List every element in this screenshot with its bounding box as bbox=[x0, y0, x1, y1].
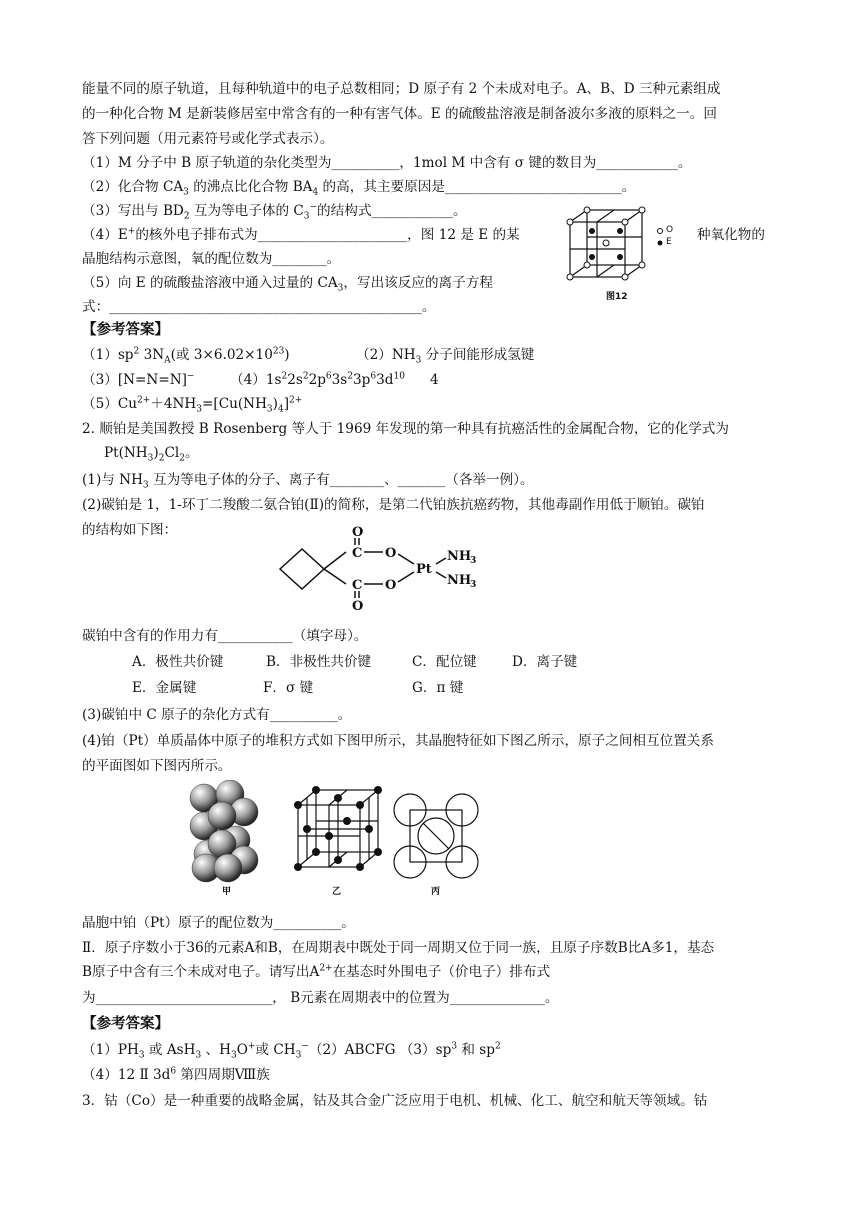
text-seg: 互为等电子体的分子、离子有________、_______（各举一例）。 bbox=[148, 472, 534, 488]
text-seg: 3p bbox=[353, 372, 371, 388]
question-1-2 bbox=[82, 177, 635, 197]
label-o: O bbox=[352, 525, 364, 540]
question-2-2-prompt: 碳铂中含有的作用力有___________（填字母）。 bbox=[82, 628, 368, 644]
superscript: 2 bbox=[302, 371, 309, 382]
platinum-figures bbox=[186, 780, 486, 898]
superscript: − bbox=[301, 1041, 309, 1052]
subscript: 3 bbox=[142, 480, 149, 491]
label-pt: Pt bbox=[416, 562, 432, 577]
question-3: 3．钴（Co）是一种重要的战略金属，钴及其合金广泛应用于电机、机械、化工、航空和航天等领域。钴 bbox=[82, 1093, 708, 1109]
text-seg: （4）E bbox=[82, 227, 128, 243]
label-bing: 丙 bbox=[431, 887, 441, 897]
answer-line bbox=[230, 370, 405, 390]
superscript: 6 bbox=[325, 371, 332, 382]
superscript: 2 bbox=[347, 371, 354, 382]
subscript: 3 bbox=[337, 283, 344, 294]
subscript: A bbox=[164, 355, 171, 366]
superscript: 10 bbox=[393, 371, 405, 382]
superscript: 2 bbox=[133, 346, 140, 357]
superscript: − bbox=[309, 202, 318, 213]
option-c: C．配位键 bbox=[412, 654, 477, 670]
superscript: 2+ bbox=[137, 395, 151, 406]
text-seg: (1)与 NH bbox=[82, 472, 143, 488]
text-seg: 、H bbox=[201, 1042, 231, 1058]
superscript: 2 bbox=[494, 1041, 501, 1052]
answer-line: 4 bbox=[430, 372, 439, 388]
subscript: 4 bbox=[312, 187, 319, 198]
subscript: 3 bbox=[266, 404, 273, 415]
text-seg: 种氧化物的 bbox=[697, 227, 765, 243]
subscript: 3 bbox=[195, 1050, 202, 1061]
text-seg: 或 CH bbox=[255, 1042, 296, 1058]
superscript: − bbox=[186, 371, 195, 382]
text-seg: ＋4NH bbox=[150, 396, 197, 412]
text-seg: （1）sp bbox=[82, 347, 134, 363]
answer-heading: 【参考答案】 bbox=[82, 1016, 169, 1032]
subscript: 3 bbox=[138, 1050, 145, 1061]
superscript: + bbox=[127, 226, 136, 237]
text-seg: ) bbox=[153, 445, 159, 461]
packing-svg bbox=[186, 780, 486, 898]
subscript: 2 bbox=[158, 453, 165, 464]
answer-line bbox=[356, 345, 534, 365]
superscript: 23 bbox=[272, 346, 285, 357]
text-seg: （3）[N=N=N] bbox=[82, 372, 187, 388]
label-sub3: 3 bbox=[470, 556, 477, 566]
text-seg: （4）1s bbox=[230, 372, 282, 388]
label-yi: 乙 bbox=[332, 887, 342, 897]
label-jia: 甲 bbox=[222, 887, 232, 897]
question-1-5 bbox=[82, 273, 493, 293]
question-2-5: 晶胞中铂（Pt）原子的配位数为__________。 bbox=[82, 915, 355, 931]
text-seg: O bbox=[236, 1042, 248, 1058]
text-line: 晶胞结构示意图，氧的配位数为________。 bbox=[82, 251, 341, 267]
text-seg: （1）PH bbox=[82, 1042, 139, 1058]
crystal-cell-svg bbox=[562, 205, 697, 305]
sphere-packing bbox=[190, 780, 258, 882]
text-seg: 分子间能形成氢键 bbox=[421, 347, 535, 363]
legend-e: E bbox=[666, 237, 672, 247]
text-line: 的平面图如下图丙所示。 bbox=[82, 758, 232, 774]
superscript: 6 bbox=[370, 371, 377, 382]
text-seg: 2s bbox=[287, 372, 303, 388]
subscript: 3 bbox=[230, 1050, 237, 1061]
answer-line bbox=[82, 1065, 270, 1085]
question-2-4: (4)铂（Pt）单质晶体中原子的堆积方式如下图甲所示，其晶胞特征如下图乙所示，原子之间相互位置关系 bbox=[82, 733, 714, 749]
text-seg: ] bbox=[283, 396, 290, 412]
text-seg: Cl bbox=[164, 445, 180, 461]
text-seg: 和 sp bbox=[457, 1042, 495, 1058]
text-seg: （2）ABCFG （3）sp bbox=[308, 1042, 452, 1058]
option-a: A．极性共价键 bbox=[132, 654, 224, 670]
text-line: 为__________________________， B元素在周期表中的位置为______________。 bbox=[82, 990, 559, 1006]
superscript: 2+ bbox=[319, 963, 333, 974]
text-seg: 的结构式____________。 bbox=[317, 203, 467, 219]
text-seg: ) bbox=[272, 396, 278, 412]
figure-12-crystal-cell bbox=[562, 205, 697, 305]
question-2-2: (2)碳铂是 1，1-环丁二羧酸二氨合铂(Ⅱ)的简称，是第二代铂族抗癌药物，其他毒副作用低于顺铂。碳铂 bbox=[82, 497, 705, 513]
label-o: O bbox=[352, 599, 364, 610]
option-f: F．σ 键 bbox=[263, 680, 314, 696]
superscript: 2+ bbox=[289, 395, 303, 406]
text-line: 的结构如下图： bbox=[82, 522, 178, 538]
text-seg: 3N bbox=[139, 347, 165, 363]
text-seg: =[Cu(NH bbox=[202, 396, 267, 412]
subscript: 3 bbox=[415, 355, 422, 366]
option-g: G．π 键 bbox=[412, 680, 464, 696]
label-sub3: 3 bbox=[470, 580, 477, 590]
option-b: B．非极性共价键 bbox=[266, 654, 372, 670]
text-line: 答下列问题（用元素符号或化学式表示）。 bbox=[82, 131, 334, 147]
text-seg: 2p bbox=[308, 372, 326, 388]
text-seg: 的核外电子排布式为______________________，图 12 是 E 的某 bbox=[135, 227, 520, 243]
text-line bbox=[82, 962, 550, 982]
text-seg: 的沸点比化合物 BA bbox=[188, 179, 313, 195]
option-e: E．金属键 bbox=[132, 680, 197, 696]
text-seg: ) bbox=[284, 347, 290, 363]
text-line: 的一种化合物 M 是新装修居室中常含有的一种有害气体。E 的硫酸盐溶液是制备波尔多液的原料之一。回 bbox=[82, 106, 717, 122]
text-seg: 3d bbox=[376, 372, 394, 388]
text-seg: 的高，其主要原因是__________________________。 bbox=[318, 179, 636, 195]
text-seg: (或 3×6.02×10 bbox=[170, 347, 273, 363]
text-seg: （2）NH bbox=[356, 347, 416, 363]
subscript: 3 bbox=[303, 211, 310, 222]
question-2-II: Ⅱ．原子序数小于36的元素A和B，在周期表中既处于同一周期又位于同一族，且原子序数B比A多1，基态 bbox=[82, 940, 715, 956]
answer-line bbox=[82, 394, 302, 414]
question-1-1: （1）M 分子中 B 原子轨道的杂化类型为__________，1mol M 中含有 σ 键的数目为____________。 bbox=[82, 155, 692, 171]
carboplatin-svg bbox=[276, 524, 486, 610]
text-seg: （5）Cu bbox=[82, 396, 137, 412]
text-seg: 第四周期Ⅷ族 bbox=[176, 1067, 270, 1083]
subscript: 2 bbox=[183, 211, 190, 222]
text-seg: ，写出该反应的离子方程 bbox=[343, 275, 493, 291]
superscript: 2 bbox=[281, 371, 288, 382]
text-seg: （5）向 E 的硫酸盐溶液中通入过量的 CA bbox=[82, 275, 338, 291]
subscript: 4 bbox=[277, 404, 284, 415]
text-seg: （2）化合物 CA bbox=[82, 179, 184, 195]
subscript: 3 bbox=[147, 453, 154, 464]
text-seg: 在基态时外围电子（价电子）排布式 bbox=[332, 964, 551, 980]
text-seg: 或 AsH bbox=[144, 1042, 196, 1058]
legend-oxygen: O bbox=[666, 225, 674, 235]
question-2-1 bbox=[82, 470, 534, 490]
text-seg: 互为等电子体的 C bbox=[189, 203, 304, 219]
subscript: 3 bbox=[295, 1050, 302, 1061]
text-seg: 。 bbox=[184, 445, 199, 461]
text-seg: 3s bbox=[331, 372, 348, 388]
superscript: 3 bbox=[451, 1041, 458, 1052]
text-line: 式：______________________________________________。 bbox=[82, 299, 436, 315]
answer-line bbox=[82, 1040, 501, 1060]
answer-heading: 【参考答案】 bbox=[82, 322, 169, 338]
text-seg: B原子中含有三个未成对电子。请写出A bbox=[82, 964, 320, 980]
label-o: O bbox=[385, 546, 397, 561]
label-nh3-top: NH bbox=[447, 549, 472, 564]
question-1-3 bbox=[82, 201, 467, 221]
carboplatin-structure bbox=[276, 524, 486, 610]
subscript: 3 bbox=[183, 187, 189, 198]
subscript: 3 bbox=[196, 404, 203, 415]
face-plane bbox=[394, 794, 478, 878]
formula-line bbox=[104, 443, 199, 463]
label-c: C bbox=[352, 546, 363, 561]
question-2-3: (3)碳铂中 C 原子的杂化方式有__________。 bbox=[82, 707, 352, 723]
question-1-4 bbox=[82, 225, 520, 245]
label-o: O bbox=[385, 578, 397, 593]
text-line: 能量不同的原子轨道，且每种轨道中的电子总数相同；D 原子有 2 个未成对电子。A、B、D 三种元素组成 bbox=[82, 81, 721, 97]
superscript: + bbox=[247, 1041, 256, 1052]
answer-line bbox=[82, 345, 290, 365]
subscript: 2 bbox=[179, 453, 185, 464]
question-2: 2. 顺铂是美国教授 B Rosenberg 等人于 1969 年发现的第一种具有抗癌活性的金属配合物，它的化学式为 bbox=[82, 421, 729, 437]
option-d: D．离子键 bbox=[512, 654, 578, 670]
text-seg: （4）12 Ⅱ 3d bbox=[82, 1067, 171, 1083]
text-seg: （3）写出与 BD bbox=[82, 203, 184, 219]
figure-caption: 图12 bbox=[606, 292, 628, 302]
answer-line bbox=[82, 370, 194, 390]
label-nh3-bottom: NH bbox=[447, 573, 472, 588]
text-seg: Pt(NH bbox=[104, 445, 148, 461]
label-c: C bbox=[352, 578, 363, 593]
superscript: 6 bbox=[170, 1066, 177, 1077]
